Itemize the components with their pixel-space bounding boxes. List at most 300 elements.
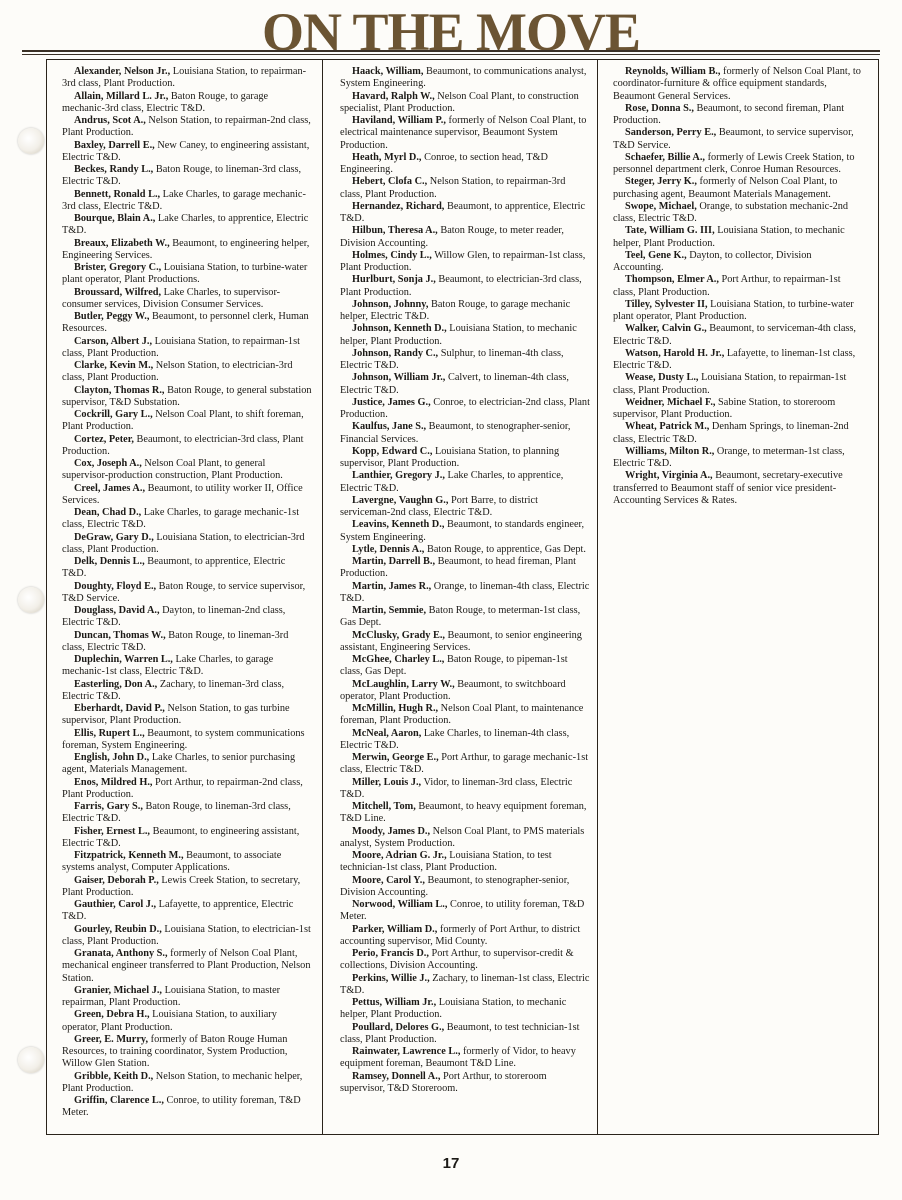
employee-name: Swope, Michael,: [625, 200, 697, 212]
employee-name: Delk, Dennis L.,: [74, 556, 145, 567]
move-details: Lake Charles, to supervisor-consumer services, Division Consumer Services.: [62, 286, 281, 310]
list-item: [340, 850, 590, 875]
move-details: Beaumont, to apprentice, Electric T&D.: [62, 556, 286, 580]
employee-name: Johnson, Johnny,: [352, 298, 429, 310]
employee-name: Doughty, Floyd E.,: [74, 580, 157, 592]
move-details: Beaumont, to heavy equipment foreman, T&D Line.: [340, 801, 587, 825]
employee-name: Haviland, William P.,: [352, 115, 446, 126]
move-details: Lake Charles, to garage mechanic-1st class, Electric T&D.: [62, 507, 300, 531]
list-item: [62, 262, 312, 287]
employee-name: Cox, Joseph A.,: [74, 458, 142, 469]
move-details: Lake Charles, to garage mechanic-1st class, Electric T&D.: [62, 654, 274, 678]
list-item: [613, 127, 863, 152]
employee-name: Martin, Semmie,: [352, 605, 427, 616]
employee-name: Broussard, Wilfred,: [74, 286, 162, 298]
list-item: [340, 91, 590, 116]
list-item: [340, 519, 590, 544]
list-item: [340, 495, 590, 520]
move-details: Nelson Station, to electrician-3rd class, Plant Production.: [62, 360, 293, 384]
move-details: Beaumont, to head fireman, Plant Production.: [340, 556, 577, 580]
binder-hole: [18, 128, 44, 154]
employee-name: Wheat, Patrick M.,: [625, 421, 710, 433]
list-item: [340, 679, 590, 704]
move-details: Port Arthur, to repairman-1st class, Plant Production.: [613, 274, 841, 298]
move-details: Conroe, to electrician-2nd class, Plant Production.: [340, 396, 590, 420]
list-item: [62, 164, 312, 189]
move-details: Nelson Station, to repairman-2nd class, Plant Production.: [62, 115, 311, 139]
list-item: [613, 299, 863, 324]
list-item: [340, 581, 590, 606]
employee-name: Haack, William,: [352, 66, 424, 77]
list-item: [62, 336, 312, 361]
list-item: [62, 985, 312, 1010]
list-item: [613, 225, 863, 250]
employee-name: Cockrill, Gary L.,: [74, 409, 153, 420]
employee-name: Enos, Mildred H.,: [74, 776, 153, 788]
move-details: Beaumont, to standards engineer, System Engineering.: [340, 519, 585, 543]
move-details: Louisiana Station, to electrician-1st class, Plant Production.: [62, 923, 311, 947]
move-details: Baton Rouge, to lineman-3rd class, Electric T&D.: [62, 164, 302, 188]
move-details: Lake Charles, to apprentice, Electric T&D.: [340, 470, 564, 494]
list-item: [340, 826, 590, 851]
employee-name: Carson, Albert J.,: [74, 335, 153, 347]
list-item: [62, 483, 312, 508]
move-details: Beaumont, to electrician-3rd class, Plant Production.: [62, 433, 304, 457]
list-item: [62, 434, 312, 459]
list-item: [62, 703, 312, 728]
move-details: Louisiana Station, to electrician-3rd class, Plant Production.: [62, 531, 305, 555]
move-details: formerly of Nelson Coal Plant, mechanical engineer transferred to Plant Production, Nelson Station.: [62, 948, 311, 984]
list-item: [340, 470, 590, 495]
move-details: Port Arthur, to garage mechanic-1st class, Electric T&D.: [340, 752, 589, 776]
list-item: [340, 274, 590, 299]
employee-name: Wright, Virginia A.,: [625, 470, 713, 482]
employee-name: Weidner, Michael F.,: [625, 396, 716, 408]
binder-hole: [18, 587, 44, 613]
employee-name: Lytle, Dennis A.,: [352, 543, 425, 555]
move-details: Louisiana Station, to planning supervisor, Plant Production.: [340, 445, 560, 469]
move-details: Orange, to substation mechanic-2nd class, Electric T&D.: [613, 200, 849, 224]
employee-name: Perkins, Willie J.,: [352, 972, 430, 984]
list-item: [340, 973, 590, 998]
move-details: Baton Rouge, to meterman-1st class, Gas Dept.: [340, 605, 581, 629]
employee-name: Wease, Dusty L.,: [625, 372, 699, 384]
move-details: Beaumont, to engineering helper, Engineering Services.: [62, 237, 310, 261]
list-item: [62, 409, 312, 434]
list-item: [340, 997, 590, 1022]
list-item: [62, 385, 312, 410]
employee-name: Alexander, Nelson Jr.,: [74, 66, 171, 77]
employee-name: Havard, Ralph W.,: [352, 90, 435, 102]
list-item: [340, 948, 590, 973]
move-details: Nelson Coal Plant, to maintenance foreman, Plant Production.: [340, 703, 584, 727]
employee-name: Gaiser, Deborah P.,: [74, 874, 159, 886]
employee-name: Holmes, Cindy L.,: [352, 249, 432, 261]
move-details: Beaumont, to senior engineering assistant, Engineering Services.: [340, 629, 582, 653]
employee-name: Green, Debra H.,: [74, 1009, 150, 1021]
list-item: [613, 201, 863, 226]
move-details: Baton Rouge, to service supervisor, T&D Service.: [62, 580, 306, 604]
employee-name: Bennett, Ronald L.,: [74, 188, 161, 200]
move-details: Lewis Creek Station, to secretary, Plant Production.: [62, 874, 301, 898]
page-number: 17: [442, 1155, 460, 1172]
move-details: Orange, to meterman-1st class, Electric T&D.: [613, 445, 845, 469]
column-3: [613, 66, 863, 1200]
list-item: [340, 777, 590, 802]
employee-name: Butler, Peggy W.,: [74, 311, 150, 322]
employee-name: Kopp, Edward C.,: [352, 445, 433, 457]
column-2: [340, 66, 590, 1200]
employee-name: Williams, Milton R.,: [625, 445, 715, 457]
list-item: [62, 850, 312, 875]
list-item: [340, 115, 590, 152]
employee-name: Clarke, Kevin M.,: [74, 360, 154, 371]
list-item: [62, 679, 312, 704]
list-item: [340, 372, 590, 397]
move-details: Beaumont, to switchboard operator, Plant Production.: [340, 678, 566, 702]
move-details: Dayton, to lineman-2nd class, Electric T&D.: [62, 605, 286, 629]
move-details: Beaumont, to serviceman-4th class, Electric T&D.: [613, 323, 856, 347]
move-details: Calvert, to lineman-4th class, Electric T&D.: [340, 372, 569, 396]
move-details: Lafayette, to apprentice, Electric T&D.: [62, 899, 294, 923]
list-item: [613, 323, 863, 348]
employee-name: Ellis, Rupert L.,: [74, 727, 145, 739]
employee-name: Gourley, Reubin D.,: [74, 923, 162, 935]
move-details: Vidor, to lineman-3rd class, Electric T&D.: [340, 776, 573, 800]
move-details: Port Arthur, to repairman-2nd class, Plant Production.: [62, 776, 303, 800]
move-details: Willow Glen, to repairman-1st class, Plant Production.: [340, 249, 586, 273]
list-item: [340, 66, 590, 91]
employee-name: Hurlburt, Sonja J.,: [352, 274, 436, 286]
move-details: Lake Charles, to senior purchasing agent, Materials Management.: [62, 752, 296, 776]
list-item: [62, 948, 312, 985]
employee-name: Dean, Chad D.,: [74, 507, 142, 518]
list-item: [62, 630, 312, 655]
list-item: [340, 728, 590, 753]
list-item: [340, 348, 590, 373]
employee-name: Andrus, Scot A.,: [74, 115, 146, 126]
employee-name: Schaefer, Billie A.,: [625, 151, 705, 163]
employee-name: Hilbun, Theresa A.,: [352, 225, 438, 237]
list-item: [62, 556, 312, 581]
list-item: [62, 752, 312, 777]
move-details: formerly of Vidor, to heavy equipment foreman, Beaumont T&D Line.: [340, 1046, 576, 1070]
list-item: [613, 250, 863, 275]
employee-name: McMillin, Hugh R.,: [352, 703, 439, 714]
move-details: Denham Springs, to lineman-2nd class, Electric T&D.: [613, 421, 849, 445]
list-item: [340, 446, 590, 471]
list-item: [62, 1071, 312, 1096]
move-details: Baton Rouge, to lineman-3rd class, Electric T&D.: [62, 629, 289, 653]
title-rule: [22, 50, 880, 52]
list-item: [340, 421, 590, 446]
employee-name: Tate, William G. III,: [625, 225, 715, 237]
employee-name: Johnson, Kenneth D.,: [352, 323, 447, 335]
employee-name: Lanthier, Gregory J.,: [352, 470, 445, 482]
move-details: Louisiana Station, to mechanic helper, Plant Production.: [340, 997, 567, 1021]
list-item: [62, 287, 312, 312]
employee-name: Clayton, Thomas R.,: [74, 384, 165, 396]
employee-name: Merwin, George E.,: [352, 752, 439, 763]
employee-name: Miller, Louis J.,: [352, 776, 422, 788]
employee-name: Rose, Donna S.,: [625, 102, 694, 114]
move-details: Baton Rouge, to apprentice, Gas Dept.: [424, 543, 586, 555]
list-item: [62, 238, 312, 263]
list-item: [613, 103, 863, 128]
move-details: Nelson Coal Plant, to shift foreman, Plant Production.: [62, 409, 304, 433]
list-item: [340, 152, 590, 177]
employee-name: Fisher, Ernest L.,: [74, 825, 150, 837]
employee-name: Watson, Harold H. Jr.,: [625, 347, 725, 359]
employee-name: Duplechin, Warren L.,: [74, 654, 173, 665]
move-details: formerly of Nelson Coal Plant, to purchasing agent, Beaumont Materials Management.: [613, 176, 838, 200]
move-details: Louisiana Station, to auxiliary operator, Plant Production.: [62, 1009, 277, 1033]
list-item: [613, 470, 863, 507]
list-item: [62, 140, 312, 165]
list-item: [340, 225, 590, 250]
employee-name: Justice, James G.,: [352, 396, 431, 408]
list-item: [340, 654, 590, 679]
employee-name: Allain, Millard L. Jr.,: [74, 90, 169, 102]
list-item: [62, 899, 312, 924]
list-item: [62, 458, 312, 483]
employee-name: McGhee, Charley L.,: [352, 654, 445, 665]
employee-name: Moore, Adrian G. Jr.,: [352, 850, 447, 861]
list-item: [62, 1034, 312, 1071]
move-details: Lafayette, to lineman-1st class, Electric T&D.: [613, 347, 856, 371]
list-item: [340, 703, 590, 728]
move-details: Port Arthur, to supervisor-credit & collections, Division Accounting.: [340, 948, 574, 972]
list-item: [340, 752, 590, 777]
list-item: [340, 544, 590, 556]
list-item: [340, 1022, 590, 1047]
move-details: Beaumont, to associate systems analyst, Computer Applications.: [62, 850, 282, 874]
list-item: [62, 532, 312, 557]
employee-name: Hebert, Clofa C.,: [352, 176, 428, 188]
employee-name: Brister, Gregory C.,: [74, 262, 162, 273]
employee-name: Johnson, Randy C.,: [352, 347, 439, 359]
employee-name: Granata, Anthony S.,: [74, 948, 168, 959]
list-item: [613, 348, 863, 373]
list-item: [62, 801, 312, 826]
employee-name: Norwood, William L.,: [352, 899, 448, 910]
list-item: [340, 801, 590, 826]
move-details: Sulphur, to lineman-4th class, Electric T&D.: [340, 347, 564, 371]
move-details: Nelson Station, to mechanic helper, Plant Production.: [62, 1070, 303, 1094]
employee-name: Thompson, Elmer A.,: [625, 274, 719, 286]
employee-name: Cortez, Peter,: [74, 433, 134, 445]
move-details: Beaumont, to service supervisor, T&D Service.: [613, 127, 854, 151]
move-details: Sabine Station, to storeroom supervisor, Plant Production.: [613, 396, 836, 420]
list-item: [340, 201, 590, 226]
move-details: Conroe, to section head, T&D Engineering.: [340, 151, 548, 175]
employee-name: Granier, Michael J.,: [74, 984, 162, 996]
list-item: [62, 360, 312, 385]
employee-name: Leavins, Kenneth D.,: [352, 519, 445, 531]
list-item: [340, 605, 590, 630]
move-details: Nelson Station, to repairman-3rd class, Plant Production.: [340, 176, 566, 200]
list-item: [62, 605, 312, 630]
employee-name: Hernandez, Richard,: [352, 200, 445, 212]
move-details: Baton Rouge, to garage mechanic-3rd class, Electric T&D.: [62, 90, 269, 114]
list-item: [340, 924, 590, 949]
move-details: Baton Rouge, to meter reader, Division Accounting.: [340, 225, 565, 249]
list-item: [340, 630, 590, 655]
employee-name: McLaughlin, Larry W.,: [352, 678, 455, 690]
employee-name: Rainwater, Lawrence L.,: [352, 1046, 461, 1057]
move-details: Louisiana Station, to mechanic helper, Plant Production.: [340, 323, 577, 347]
employee-name: English, John D.,: [74, 752, 150, 763]
move-details: Orange, to lineman-4th class, Electric T&D.: [340, 580, 590, 604]
move-details: Beaumont, to communications analyst, System Engineering.: [340, 66, 587, 90]
employee-name: Eberhardt, David P.,: [74, 703, 165, 714]
move-details: Beaumont, to stenographer-senior, Financial Services.: [340, 421, 571, 445]
list-item: [340, 899, 590, 924]
list-item: [340, 250, 590, 275]
list-item: [62, 91, 312, 116]
move-details: Nelson Coal Plant, to PMS materials analyst, System Production.: [340, 825, 585, 849]
employee-name: Johnson, William Jr.,: [352, 372, 446, 384]
list-item: [62, 654, 312, 679]
move-details: Louisiana Station, to repairman-3rd class, Plant Production.: [62, 66, 307, 90]
move-details: formerly of Baton Rouge Human Resources, to training coordinator, System Production, Willow Glen Station.: [62, 1033, 288, 1070]
list-item: [62, 66, 312, 91]
move-details: formerly of Port Arthur, to district accounting supervisor, Mid County.: [340, 923, 581, 947]
employee-name: Martin, Darrell B.,: [352, 556, 436, 567]
move-details: Beaumont, to utility worker II, Office Services.: [62, 482, 303, 506]
employee-name: Sanderson, Perry E.,: [625, 127, 717, 139]
employee-name: Poullard, Delores G.,: [352, 1021, 445, 1033]
employee-name: Kaulfus, Jane S.,: [352, 421, 427, 433]
move-details: formerly of Lewis Creek Station, to personnel department clerk, Conroe Human Resources.: [613, 151, 855, 175]
move-details: Port Arthur, to storeroom supervisor, T&D Storeroom.: [340, 1070, 547, 1094]
column-divider: [322, 59, 323, 1135]
list-item: [62, 924, 312, 949]
move-details: Conroe, to utility foreman, T&D Meter.: [62, 1095, 301, 1119]
list-item: [340, 1046, 590, 1071]
list-item: [62, 875, 312, 900]
move-details: Nelson Station, to gas turbine supervisor, Plant Production.: [62, 703, 290, 727]
employee-name: Heath, Myrl D.,: [352, 151, 422, 163]
title-rule-thin: [22, 54, 880, 55]
list-item: [62, 507, 312, 532]
list-item: [62, 213, 312, 238]
list-item: [340, 176, 590, 201]
employee-name: Moody, James D.,: [352, 825, 431, 837]
employee-name: Reynolds, William B.,: [625, 66, 721, 77]
employee-name: Greer, E. Murry,: [74, 1033, 149, 1045]
move-details: Beaumont, secretary-executive transferred to Beaumont staff of senior vice president-Accounting Services & Rates.: [613, 470, 843, 506]
list-item: [340, 556, 590, 581]
list-item: [613, 274, 863, 299]
move-details: Baton Rouge, to lineman-3rd class, Electric T&D.: [62, 801, 291, 825]
move-details: Louisiana Station, to turbine-water plant operator, Plant Production.: [613, 298, 854, 322]
move-details: Beaumont, to test technician-1st class, Plant Production.: [340, 1021, 580, 1045]
move-details: Baton Rouge, to general substation supervisor, T&D Substation.: [62, 384, 312, 408]
employee-name: Parker, William D.,: [352, 923, 438, 935]
move-details: Lake Charles, to lineman-4th class, Electric T&D.: [340, 727, 570, 751]
employee-name: Tilley, Sylvester II,: [625, 298, 708, 310]
list-item: [613, 66, 863, 103]
employee-name: Fitzpatrick, Kenneth M.,: [74, 850, 184, 861]
employee-name: Mitchell, Tom,: [352, 801, 416, 812]
list-item: [613, 176, 863, 201]
employee-name: Lavergne, Vaughn G.,: [352, 494, 449, 506]
move-details: Lake Charles, to garage mechanic-3rd class, Electric T&D.: [62, 188, 306, 212]
list-item: [613, 446, 863, 471]
move-details: Port Barre, to district serviceman-2nd class, Electric T&D.: [340, 494, 538, 518]
move-details: New Caney, to engineering assistant, Electric T&D.: [62, 139, 310, 163]
list-item: [62, 728, 312, 753]
list-item: [62, 189, 312, 214]
binder-hole: [18, 1047, 44, 1073]
employee-name: Baxley, Darrell E.,: [74, 139, 155, 151]
employee-name: Beckes, Randy L.,: [74, 164, 154, 175]
list-item: [62, 777, 312, 802]
employee-name: Duncan, Thomas W.,: [74, 629, 166, 641]
employee-name: Pettus, William Jr.,: [352, 997, 437, 1008]
move-details: Conroe, to utility foreman, T&D Meter.: [340, 899, 585, 923]
move-details: Louisiana Station, to repairman-1st class, Plant Production.: [62, 335, 300, 359]
list-item: [62, 1009, 312, 1034]
move-details: Beaumont, to apprentice, Electric T&D.: [340, 200, 586, 224]
move-details: Nelson Coal Plant, to general supervisor-production construction, Plant Production.: [62, 458, 283, 482]
list-item: [62, 311, 312, 336]
move-details: Louisiana Station, to master repairman, Plant Production.: [62, 984, 281, 1008]
employee-name: Steger, Jerry K.,: [625, 176, 697, 188]
list-item: [62, 115, 312, 140]
employee-name: Breaux, Elizabeth W.,: [74, 237, 170, 249]
list-item: [340, 299, 590, 324]
employee-name: DeGraw, Gary D.,: [74, 531, 154, 543]
move-details: Louisiana Station, to turbine-water plant operator, Plant Productions.: [62, 262, 308, 286]
employee-name: Creel, James A.,: [74, 482, 146, 494]
move-details: Dayton, to collector, Division Accounting.: [613, 249, 812, 273]
employee-name: Douglass, David A.,: [74, 605, 160, 616]
employee-name: Martin, James R.,: [352, 580, 432, 592]
column-1: [62, 66, 312, 1200]
employee-name: Griffin, Clarence L.,: [74, 1095, 164, 1106]
page-title: ON THE MOVE: [261, 2, 641, 62]
move-details: Zachary, to lineman-3rd class, Electric T&D.: [62, 678, 285, 702]
move-details: formerly of Nelson Coal Plant, to coordinator-furniture & office equipment standards, Beaumont General Services.: [613, 66, 861, 102]
list-item: [62, 826, 312, 851]
employee-name: Moore, Carol Y.,: [352, 874, 425, 886]
move-details: Beaumont, to stenographer-senior, Division Accounting.: [340, 874, 570, 898]
employee-name: Farris, Gary S.,: [74, 801, 143, 812]
move-details: formerly of Nelson Coal Plant, to electrical maintenance supervisor, Beaumont System Production.: [340, 115, 587, 151]
employee-name: Ramsey, Donnell A.,: [352, 1070, 441, 1082]
move-details: Louisiana Station, to test technician-1st class, Plant Production.: [340, 850, 552, 874]
employee-name: McClusky, Grady E.,: [352, 629, 445, 641]
move-details: Louisiana Station, to repairman-1st class, Plant Production.: [613, 372, 847, 396]
employee-name: McNeal, Aaron,: [352, 727, 422, 739]
move-details: Zachary, to lineman-1st class, Electric T&D.: [340, 972, 590, 996]
employee-name: Easterling, Don A.,: [74, 678, 158, 690]
move-details: Beaumont, to personnel clerk, Human Resources.: [62, 311, 309, 335]
move-details: Louisiana Station, to mechanic helper, Plant Production.: [613, 225, 845, 249]
list-item: [340, 1071, 590, 1096]
employee-name: Perio, Francis D.,: [352, 948, 429, 959]
employee-name: Walker, Calvin G.,: [625, 323, 707, 335]
move-details: Baton Rouge, to garage mechanic helper, Electric T&D.: [340, 298, 571, 322]
move-details: Lake Charles, to apprentice, Electric T&D.: [62, 213, 309, 237]
list-item: [62, 581, 312, 606]
list-item: [613, 152, 863, 177]
move-details: Beaumont, to system communications foreman, System Engineering.: [62, 727, 305, 751]
list-item: [613, 397, 863, 422]
list-item: [340, 397, 590, 422]
